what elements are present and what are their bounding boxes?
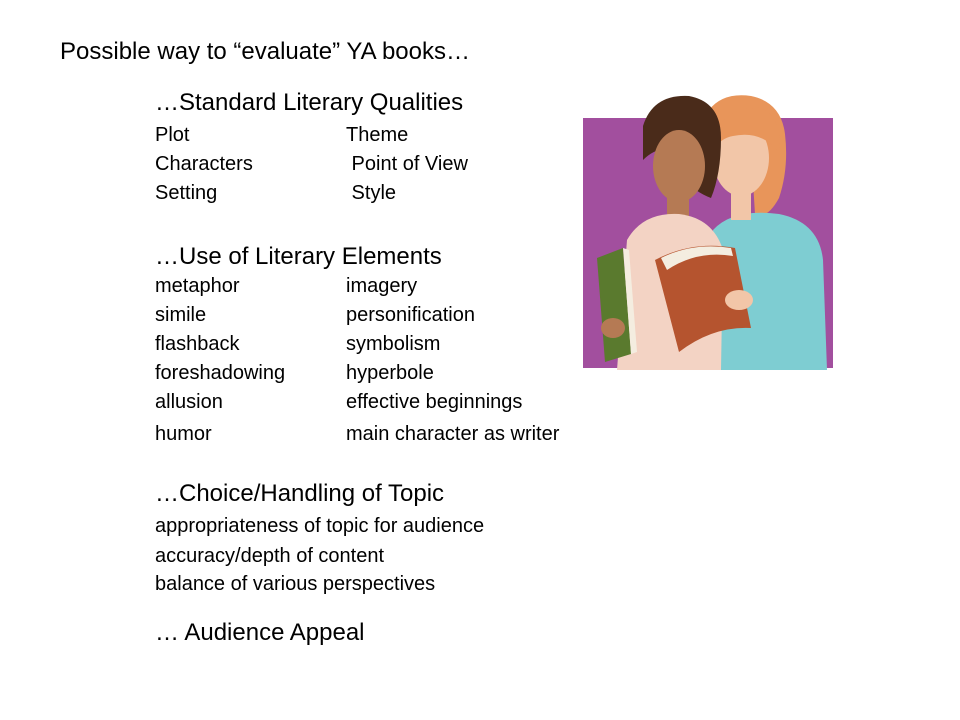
slide-title: Possible way to “evaluate” YA books… bbox=[60, 38, 470, 65]
quality-characters: Characters bbox=[155, 153, 253, 175]
quality-style: Style bbox=[346, 182, 397, 204]
topic-accuracy: accuracy/depth of content bbox=[155, 545, 385, 567]
element-symbolism: symbolism bbox=[346, 333, 441, 355]
left-woman-face bbox=[653, 130, 705, 202]
two-women-reading-book-illustration bbox=[583, 90, 833, 370]
topic-appropriateness: appropriateness of topic for audience bbox=[155, 515, 485, 537]
element-personification: personification bbox=[346, 304, 475, 326]
quality-plot: Plot bbox=[155, 124, 190, 146]
element-humor: humor bbox=[155, 423, 212, 445]
element-main-character-as-writer: main character as writer bbox=[346, 423, 560, 445]
section-heading-literary-elements: …Use of Literary Elements bbox=[155, 243, 442, 270]
right-woman-neck bbox=[731, 190, 751, 220]
section-heading-audience-appeal: … Audience Appeal bbox=[155, 619, 365, 646]
element-effective-beginnings: effective beginnings bbox=[346, 391, 523, 413]
element-flashback: flashback bbox=[155, 333, 240, 355]
section-heading-literary-qualities: …Standard Literary Qualities bbox=[155, 89, 464, 116]
element-simile: simile bbox=[155, 304, 207, 326]
left-woman-hand bbox=[601, 318, 625, 338]
quality-setting: Setting bbox=[155, 182, 218, 204]
element-imagery: imagery bbox=[346, 275, 418, 297]
element-foreshadowing: foreshadowing bbox=[155, 362, 286, 384]
quality-point-of-view: Point of View bbox=[346, 153, 468, 175]
topic-balance: balance of various perspectives bbox=[155, 573, 436, 595]
element-metaphor: metaphor bbox=[155, 275, 240, 297]
quality-theme: Theme bbox=[346, 124, 409, 146]
right-woman-hand bbox=[725, 290, 753, 310]
element-hyperbole: hyperbole bbox=[346, 362, 434, 384]
element-allusion: allusion bbox=[155, 391, 223, 413]
section-heading-topic: …Choice/Handling of Topic bbox=[155, 480, 445, 507]
